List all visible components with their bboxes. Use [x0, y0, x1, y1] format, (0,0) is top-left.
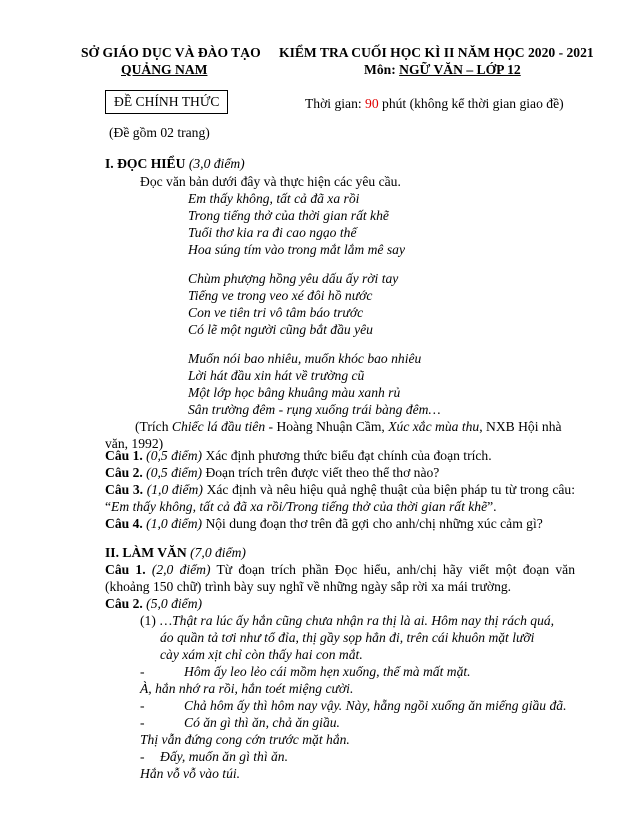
subject-prefix: Môn: [364, 62, 400, 77]
poem-line: Chùm phượng hồng yêu dấu ấy rời tay [188, 271, 399, 286]
question-points: (0,5 điểm) [146, 448, 203, 463]
citation-mid: - Hoàng Nhuận Cầm, [265, 419, 389, 434]
question-text: Xác định phương thức biểu đạt chính của đoạn trích. [202, 448, 492, 463]
poem-line: Hoa súng tím vào trong mắt lắm mê say [188, 242, 405, 257]
dialog-line [140, 714, 340, 731]
question-text: Từ đoạn trích phần Đọc hiểu, anh/chị hãy viết một đoạn văn (khoảng 150 chữ) trình bày suy nghĩ về những ngày sắp rời xa mái trường. [105, 562, 576, 594]
dialog-text: Hôm ấy leo lẻo cái mồm hẹn xuống, thế mà mất mặt. [184, 664, 471, 679]
poem-line: Trong tiếng thở của thời gian rất khẽ [188, 208, 389, 223]
province-name: QUẢNG NAM [121, 62, 208, 77]
dialog-dash: - [140, 715, 145, 730]
narration-line: À, hắn nhớ ra rồi, hắn toét miệng cười. [140, 681, 354, 696]
question-points: (1,0 điểm) [146, 516, 203, 531]
excerpt-line: áo quần tả tơi như tổ đỉa, thị gầy sọp hẳn đi, trên cái khuôn mặt lưỡi [160, 630, 535, 645]
section1-intro: Đọc văn bản dưới đây và thực hiện các yêu cầu. [140, 174, 401, 189]
question-text: Nội dung đoạn thơ trên đã gợi cho anh/chị những xúc cảm gì? [202, 516, 543, 531]
subject-name: NGỮ VĂN – LỚP 12 [399, 62, 521, 77]
question-points: (5,0 điểm) [146, 596, 203, 611]
poem-line: Muốn nói bao nhiêu, muốn khóc bao nhiêu [188, 351, 422, 366]
section2-title: II. LÀM VĂN [105, 545, 191, 560]
question-label: Câu 1. [105, 448, 147, 463]
poem-line: Có lẽ một người cũng bắt đầu yêu [188, 322, 373, 337]
section2-heading [105, 544, 246, 561]
dialog-text: Chả hôm ấy thì hôm nay vậy. Này, hẵng ngồi xuống ăn miếng giầu đã. [184, 698, 567, 713]
dialog-dash: - [140, 749, 145, 764]
reading-question-4 [105, 515, 575, 532]
time-suffix: phút (không kể thời gian giao đề) [378, 96, 564, 111]
narration-line: Thị vẫn đứng cong cớn trước mặt hắn. [140, 732, 350, 747]
citation-book: Xúc xắc mùa thu [388, 419, 480, 434]
question-label: Câu 3. [105, 482, 147, 497]
dialog-text: Đấy, muốn ăn gì thì ăn. [160, 749, 289, 764]
question-points: (0,5 điểm) [146, 465, 203, 480]
writing-question-1 [105, 561, 575, 595]
subject-line [364, 61, 521, 78]
poem-line: Lời hát đầu xin hát về trường cũ [188, 368, 365, 383]
dialog-line [140, 748, 288, 765]
writing-question-2 [105, 595, 202, 612]
question-label: Câu 4. [105, 516, 147, 531]
poem-line: Một lớp học bâng khuâng màu xanh rủ [188, 385, 401, 400]
citation-pre: (Trích [135, 419, 172, 434]
question-text: Xác định và nêu hiệu quả nghệ thuật của biện pháp tu từ trong câu: “ [105, 482, 575, 514]
dialog-dash: - [140, 698, 145, 713]
section1-heading [105, 155, 245, 172]
excerpt-line: cày xám xịt chỉ còn thấy hai con mắt. [160, 647, 363, 662]
dialog-line [140, 697, 566, 714]
narration-line: Hắn vỗ vỗ vào túi. [140, 766, 241, 781]
department-name: SỞ GIÁO DỤC VÀ ĐÀO TẠO [81, 45, 261, 60]
question-points: (1,0 điểm) [146, 482, 203, 497]
exam-title: KIỂM TRA CUỐI HỌC KÌ II NĂM HỌC 2020 - 2021 [279, 45, 594, 60]
time-value: 90 [365, 96, 379, 111]
question-points: (2,0 điểm) [151, 562, 211, 577]
poem-line: Sân trường đêm - rụng xuống trái bàng đêm… [188, 402, 441, 417]
time-prefix: Thời gian: [305, 96, 366, 111]
poem-line: Tiếng ve trong veo xé đôi hồ nước [188, 288, 373, 303]
question-quote-end: ”. [487, 499, 497, 514]
section2-points: (7,0 điểm) [190, 545, 246, 560]
dialog-text: Có ăn gì thì ăn, chả ăn giầu. [184, 715, 340, 730]
excerpt-number: (1) [140, 613, 156, 628]
official-exam-badge [105, 90, 228, 114]
question-label: Câu 2. [105, 596, 147, 611]
dialog-line [140, 663, 471, 680]
question-text: Đoạn trích trên được viết theo thể thơ nào? [202, 465, 440, 480]
official-label: ĐỀ CHÍNH THỨC [114, 94, 220, 109]
dialog-dash: - [140, 664, 145, 679]
poem-line: Con ve tiên tri vô tâm báo trước [188, 305, 364, 320]
poem-line: Em thấy không, tất cả đã xa rồi [188, 191, 360, 206]
citation-poem: Chiếc lá đầu tiên [171, 419, 266, 434]
excerpt-line: …Thật ra lúc ấy hắn cũng chưa nhận ra thị là ai. Hôm nay thị rách quá, [160, 613, 555, 628]
citation-post: , NXB Hội nhà văn, 1992) [105, 419, 562, 451]
reading-question-3 [105, 481, 575, 515]
question-quote: Em thấy không, tất cả đã xa rồi/Trong tiếng thở của thời gian rất khẽ [111, 499, 488, 514]
question-label: Câu 2. [105, 465, 147, 480]
question-label: Câu 1. [105, 562, 152, 577]
section1-title: I. ĐỌC HIỂU [105, 156, 189, 171]
section1-points: (3,0 điểm) [188, 156, 245, 171]
time-line [305, 95, 564, 112]
poem-line: Tuổi thơ kia ra đi cao ngạo thế [188, 225, 357, 240]
reading-question-2 [105, 464, 575, 481]
reading-question-1 [105, 447, 575, 464]
pages-note: (Đề gồm 02 trang) [109, 125, 210, 140]
